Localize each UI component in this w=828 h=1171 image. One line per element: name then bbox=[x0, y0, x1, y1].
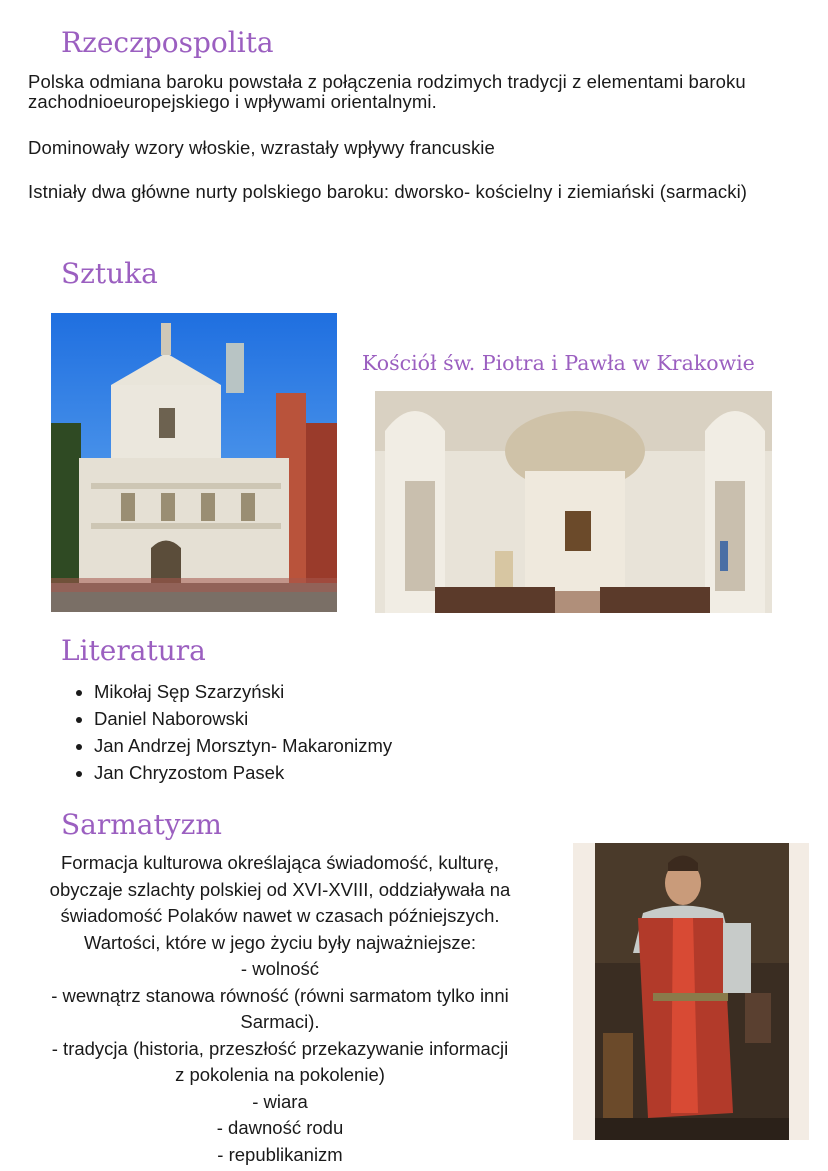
text-line: - tradycja (historia, przeszłość przekazywanie informacji bbox=[51, 1037, 509, 1059]
sarmatism-description bbox=[0, 850, 560, 1168]
text-line: - wewnątrz stanowa równość (równi sarmatom tylko inni bbox=[51, 984, 509, 1006]
text-line: świadomość Polaków nawet w czasach późniejszych. bbox=[60, 905, 500, 926]
photo-caption: Kościół św. Piotra i Pawła w Krakowie bbox=[362, 351, 755, 375]
section-title-sarmatyzm: Sarmatyzm bbox=[61, 808, 222, 841]
nobleman-portrait bbox=[573, 843, 809, 1140]
text-line: Wartości, które w jego życiu były najważniejsze: bbox=[83, 931, 477, 953]
paragraph-currents: Istniały dwa główne nurty polskiego baroku: dworsko- kościelny i ziemiański (sarmacki) bbox=[28, 181, 748, 202]
paragraph-origin: Polska odmiana baroku powstała z połączenia rodzimych tradycji z elementami baroku zachodnioeuropejskiego i wpływami orientalnymi. bbox=[28, 71, 746, 112]
list-item: • Daniel Naborowski bbox=[94, 705, 392, 732]
section-title-sztuka: Sztuka bbox=[61, 257, 158, 290]
list-item: • Jan Andrzej Morsztyn- Makaronizmy bbox=[94, 732, 392, 759]
text-line: z pokolenia na pokolenie) bbox=[175, 1064, 385, 1085]
text-line: Sarmaci). bbox=[240, 1011, 320, 1032]
list-item: • Jan Chryzostom Pasek bbox=[94, 759, 392, 786]
text-line: - wolność bbox=[240, 958, 320, 979]
text-line: - wiara bbox=[252, 1090, 308, 1112]
text-line: - dawność rodu bbox=[216, 1117, 344, 1138]
section-title-literatura: Literatura bbox=[61, 634, 206, 667]
church-interior-photo bbox=[375, 391, 772, 613]
church-facade-photo bbox=[51, 313, 337, 612]
paragraph-influences: Dominowały wzory włoskie, wzrastały wpływy francuskie bbox=[28, 137, 495, 158]
section-title-rzeczpospolita: Rzeczpospolita bbox=[61, 26, 274, 59]
text-line: Formacja kulturowa określająca świadomość, kulturę, bbox=[60, 852, 499, 873]
text-line: obyczaje szlachty polskiej od XVI-XVIII, oddziaływała na bbox=[49, 878, 511, 900]
text-line: - republikanizm bbox=[217, 1143, 343, 1165]
literature-list bbox=[74, 678, 392, 786]
list-item: • Mikołaj Sęp Szarzyński bbox=[94, 678, 392, 705]
